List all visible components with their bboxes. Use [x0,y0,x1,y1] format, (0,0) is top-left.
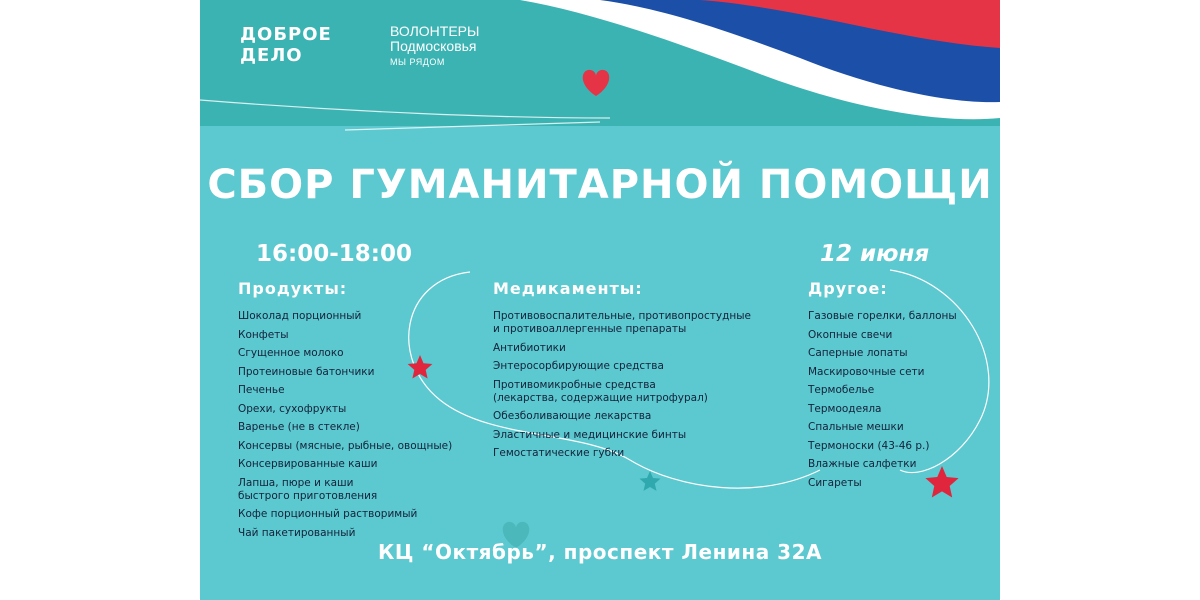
medicines-heading: Медикаменты: [493,279,643,298]
list-item: Печенье [238,384,285,396]
list-item: Газовые горелки, баллоны [808,310,957,322]
other-list [808,310,988,495]
list-item: Спальные мешки [808,421,904,433]
logo-volunteers-tagline: МЫ РЯДОМ [390,57,445,67]
event-time: 16:00-18:00 [256,241,412,267]
list-item: Гемостатические губки [493,447,625,459]
list-item: Орехи, сухофрукты [238,402,347,415]
list-item: Окопные свечи [808,328,893,341]
list-item: Конфеты [238,328,289,341]
list-item: Эластичные и медицинские бинты [493,428,687,441]
list-item: Сигареты [808,476,862,489]
list-item: Термобелье [808,384,875,396]
list-item: Противовоспалительные, противопростудные и противоаллергенные препараты [493,310,751,335]
logo-volunteers-line1: ВОЛОНТЕРЫ [390,23,480,39]
list-item: Термоодеяла [808,402,882,415]
list-item: Термоноски (43-46 р.) [808,439,930,452]
list-item: Антибиотики [493,341,566,354]
list-item: Энтеросорбирующие средства [493,360,664,372]
event-date: 12 июня [820,241,930,267]
list-item: Лапша, пюре и каши быстрого приготовления [238,476,378,502]
list-item: Сгущенное молоко [238,347,344,359]
list-item: Консервированные каши [238,458,378,470]
event-address: КЦ “Октябрь”, проспект Ленина 32А [378,540,822,564]
logo-dobroe-delo-line2: ДЕЛО [240,45,303,66]
page-title: СБОР ГУМАНИТАРНОЙ ПОМОЩИ [207,162,993,208]
medicines-list [493,310,783,466]
list-item: Консервы (мясные, рыбные, овощные) [238,439,453,452]
logo-dobroe-delo-line1: ДОБРОЕ [240,24,332,45]
list-item: Противомикробные средства (лекарства, содержащие нитрофурал) [493,378,708,404]
list-item: Обезболивающие лекарства [493,410,652,422]
list-item: Чай пакетированный [238,526,356,539]
logo-volunteers-line2: Подмосковья [390,38,477,54]
heart-icon [583,70,610,96]
products-heading: Продукты: [238,279,348,298]
products-list [238,310,468,545]
list-item: Протеиновые батончики [238,365,375,378]
poster [200,0,1000,600]
other-heading: Другое: [808,279,888,298]
list-item: Шоколад порционный [238,310,362,322]
list-item: Кофе порционный растворимый [238,508,418,520]
list-item: Влажные салфетки [808,458,917,470]
list-item: Маскировочные сети [808,365,925,378]
list-item: Саперные лопаты [808,347,908,359]
list-item: Варенье (не в стекле) [238,421,360,433]
